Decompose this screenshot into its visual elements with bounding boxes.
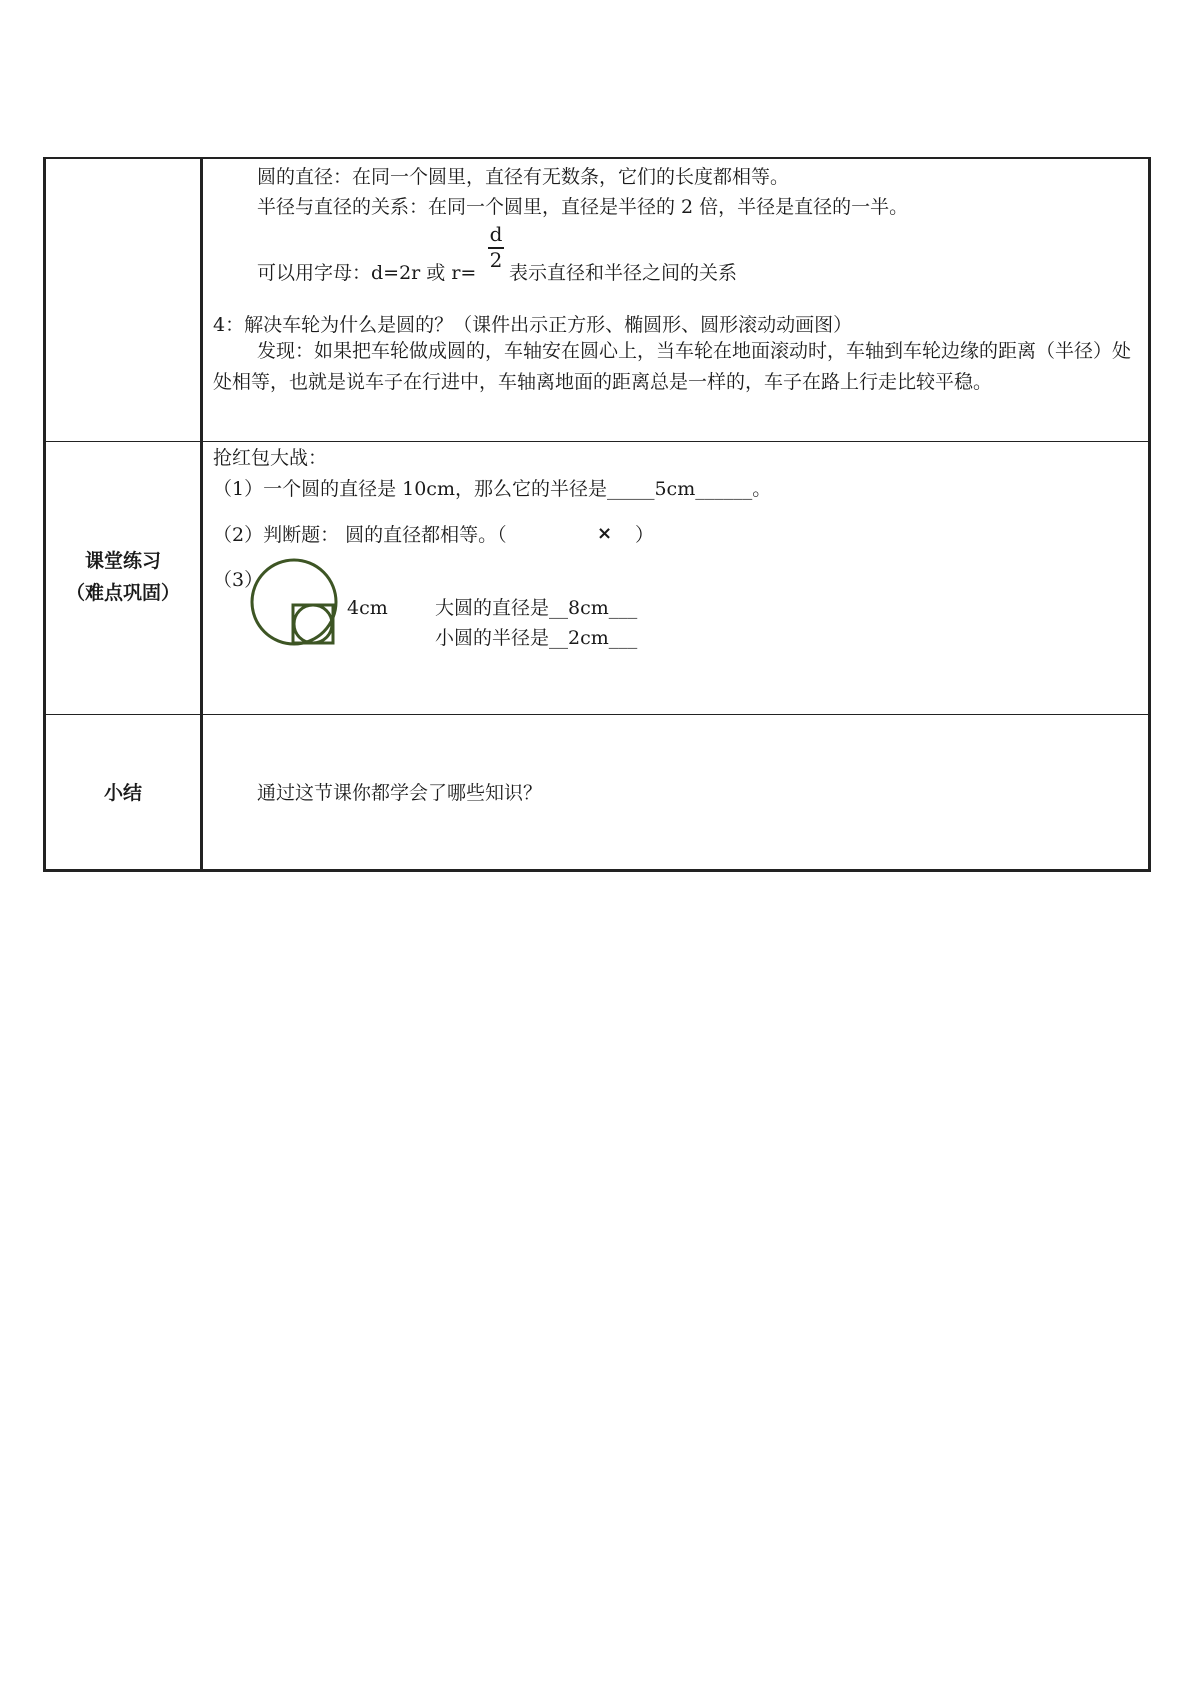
summary-question: 通过这节课你都学会了哪些知识？ [257, 782, 543, 804]
answer-small-circle: 小圆的半径是__2cm___ [435, 627, 638, 649]
practice-label: 课堂练习 [84, 550, 161, 572]
radius-diameter-relation: 半径与直径的关系：在同一个圆里，直径是半径的 2 倍，半径是直径的一半。 [257, 196, 909, 218]
diameter-definition: 圆的直径：在同一个圆里，直径有无数条，它们的长度都相等。 [257, 166, 790, 188]
row-label-cell [45, 442, 202, 715]
figure-dimension-label: 4cm [347, 597, 388, 619]
formula-explanation: 表示直径和半径之间的关系 [509, 262, 738, 284]
table-row [45, 442, 1150, 715]
formula-text: 可以用字母：d=2r 或 r= [257, 262, 477, 284]
point-4-heading: 4：解决车轮为什么是圆的？（课件出示正方形、椭圆形、圆形滚动动画图） [213, 314, 853, 336]
small-circle [294, 605, 332, 643]
row-content-cell [202, 158, 1150, 442]
lesson-plan-table [43, 157, 1151, 872]
row-content-cell [202, 442, 1150, 715]
question-3-label: （3） [213, 569, 264, 591]
summary-label: 小结 [103, 782, 142, 804]
question-1: （1）一个圆的直径是 10cm，那么它的半径是_____5cm______。 [213, 478, 772, 500]
exercise-title: 抢红包大战： [213, 447, 328, 469]
cross-answer-icon: × [597, 523, 613, 544]
question-2-close: ） [635, 524, 655, 546]
table-row [45, 715, 1150, 871]
table-row [45, 158, 1150, 442]
discovery-paragraph: 发现：如果把车轮做成圆的，车轴安在圆心上，当车轮在地面滚动时，车轴到车轮边缘的距离（半径）处处相等，也就是说车子在行进中，车轴离地面的距离总是一样的，车子在路上行走比较平稳。 [213, 340, 1132, 393]
practice-sublabel: （难点巩固） [65, 582, 180, 604]
fraction-numerator: d [489, 222, 503, 246]
fraction-denominator: 2 [489, 248, 503, 272]
row-content-cell [202, 715, 1150, 871]
circle-square-figure [249, 557, 341, 649]
question-2: （2）判断题： 圆的直径都相等。（ [213, 524, 507, 546]
answer-big-circle: 大圆的直径是__8cm___ [435, 597, 638, 619]
row-label-cell [45, 158, 202, 442]
row-label-cell [45, 715, 202, 871]
